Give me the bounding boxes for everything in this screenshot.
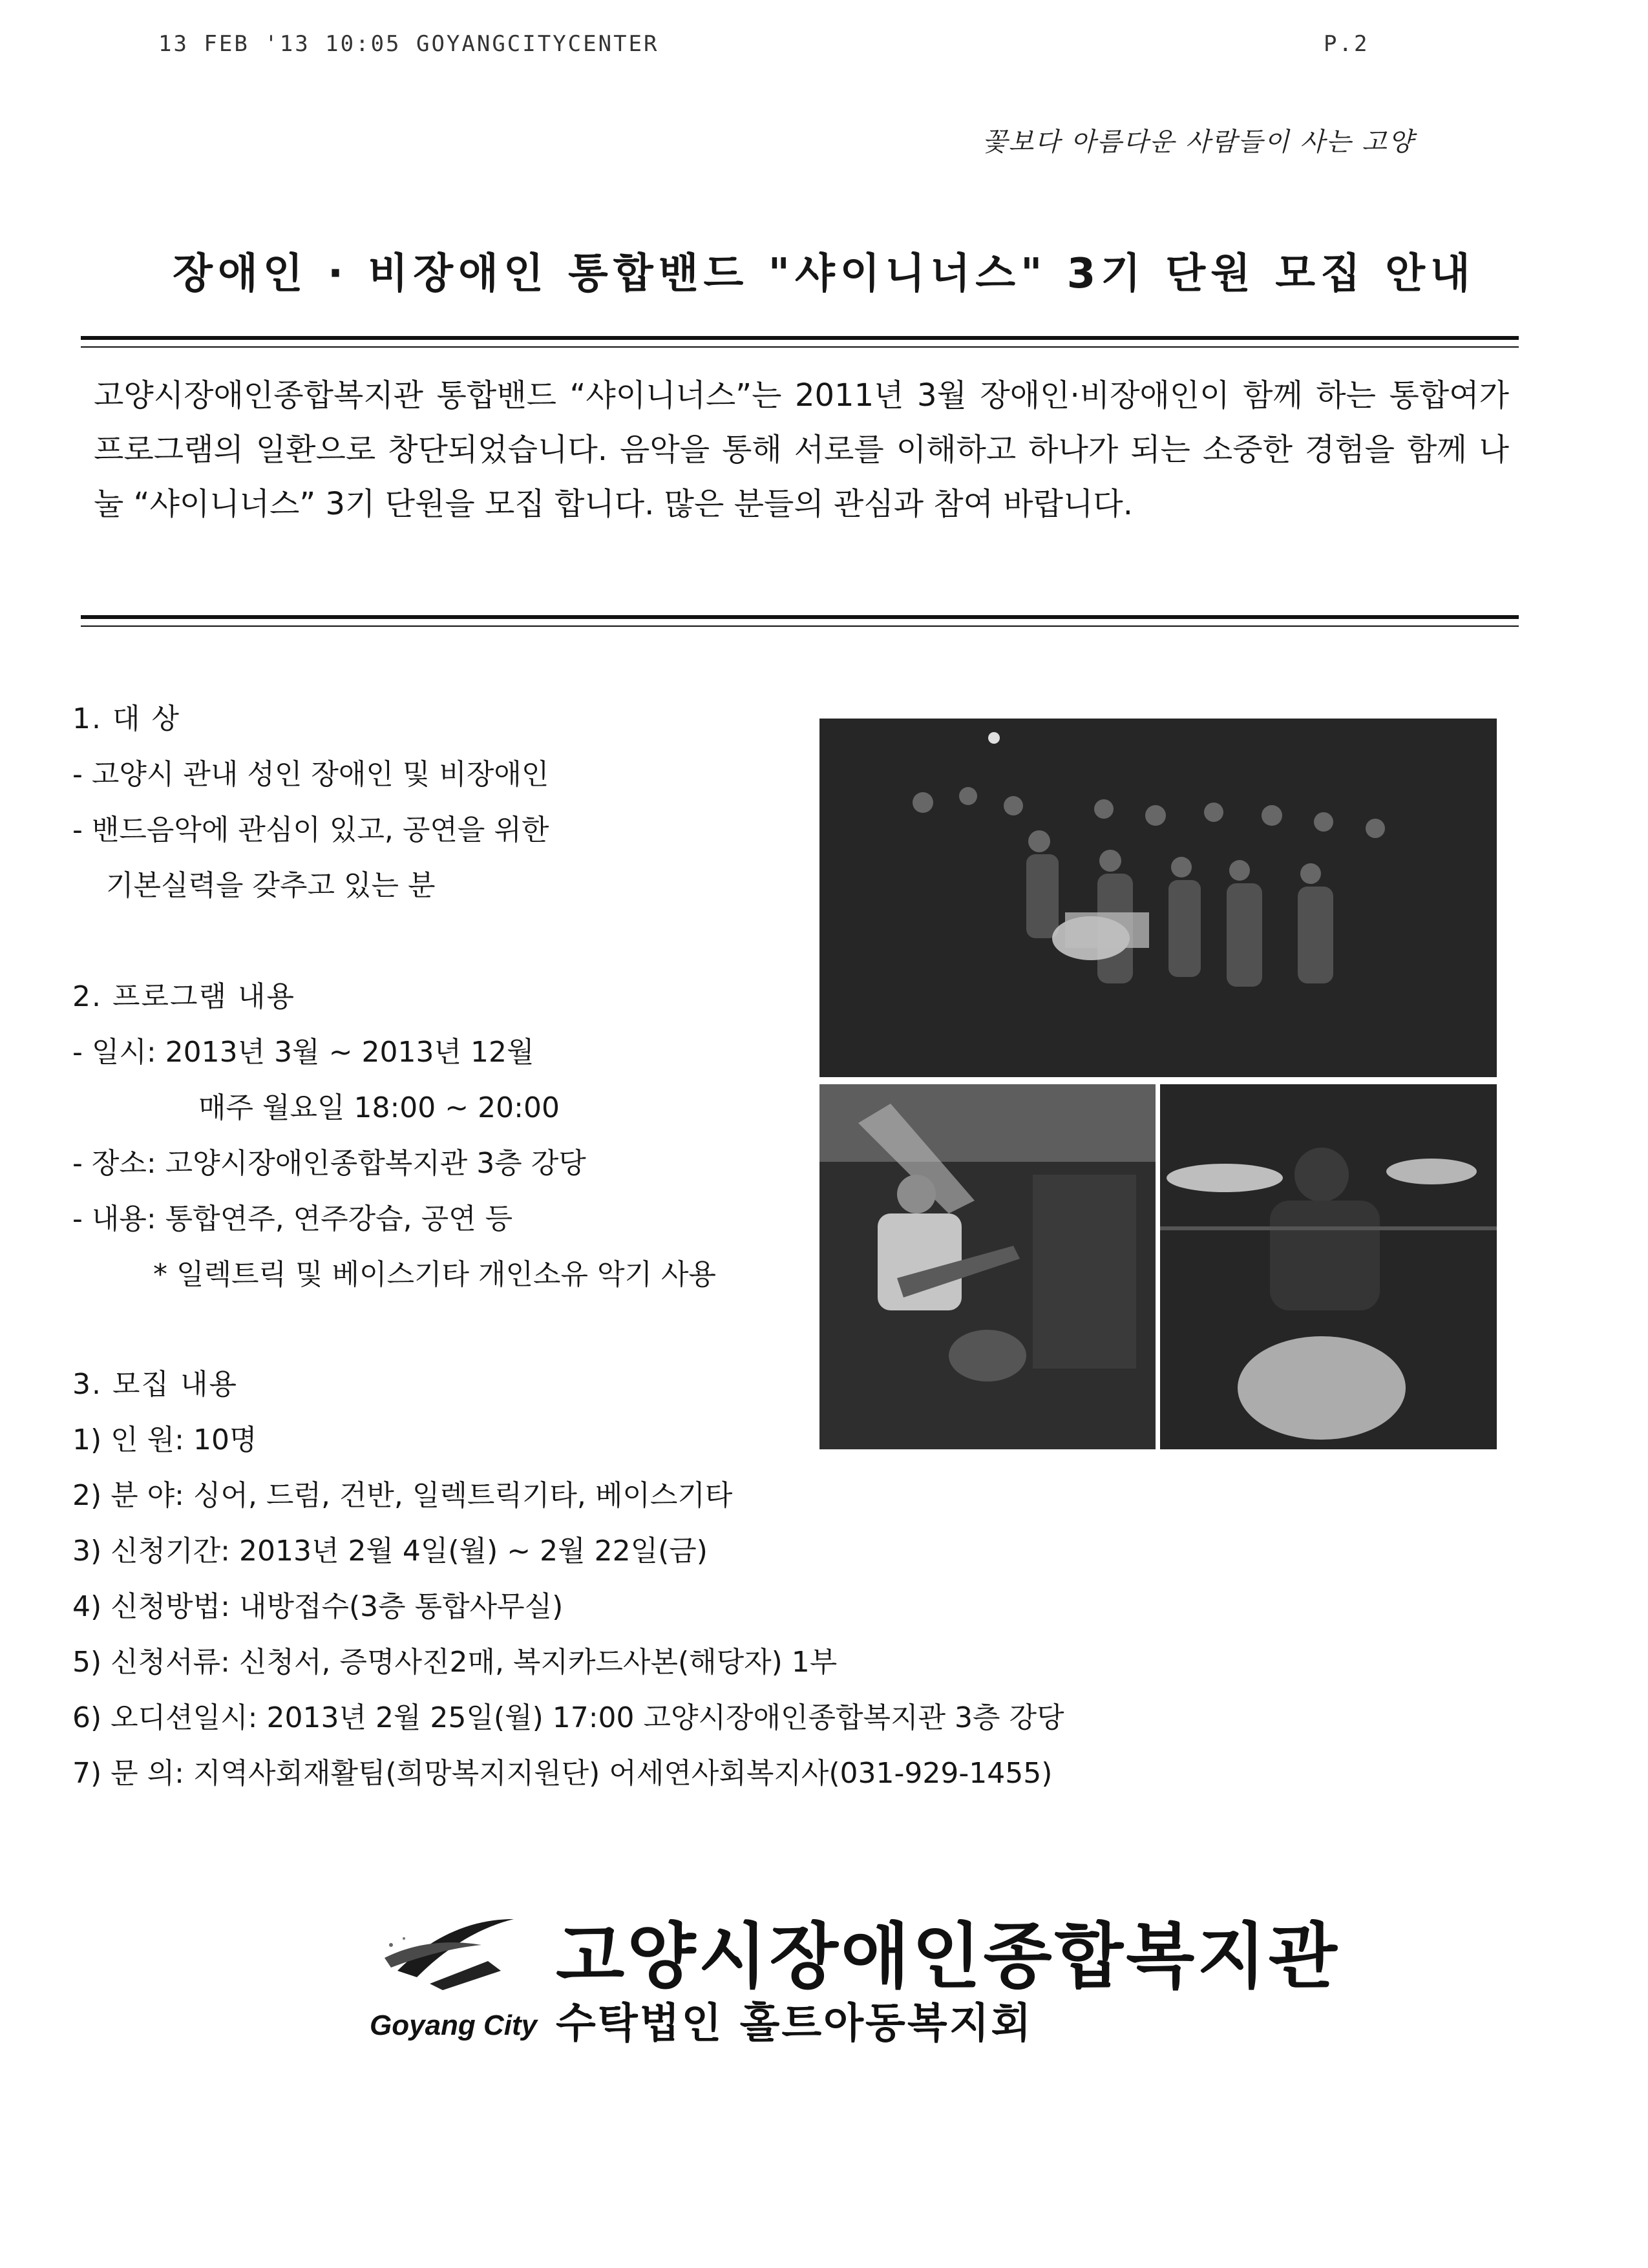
list-item: 기본실력을 갖추고 있는 분 [106,869,436,902]
org-name: 고양시장애인종합복지관 [556,1915,1340,1998]
bottom-rule-thin [81,625,1519,627]
section-program [72,969,822,1303]
top-rule-thin [81,346,1519,348]
top-rule [81,336,1519,340]
list-item: - 밴드음악에 관심이 있고, 공연을 위한 [72,814,549,846]
instrument-note: * 일렉트릭 및 베이스기타 개인소유 악기 사용 [153,1258,716,1291]
page-title: 장애인 · 비장애인 통합밴드 "샤이니너스" 3기 단원 모집 안내 [173,250,1475,298]
group-photo [819,719,1497,1077]
guitarist-photo [819,1084,1156,1449]
goyang-city-logo [372,1900,533,1997]
list-item: 2) 분 야: 싱어, 드럼, 건반, 일렉트릭기타, 베이스기타 [72,1479,733,1512]
section2-heading: 2. 프로그램 내용 [72,980,295,1013]
list-item: 7) 문 의: 지역사회재활팀(희망복지지원단) 어세연사회복지사(031-929-1455) [72,1757,1053,1790]
content-line: - 내용: 통합연주, 연주강습, 공연 등 [72,1202,513,1235]
logo-text: Goyang City [370,2010,538,2041]
schedule-line: - 일시: 2013년 3월 ~ 2013년 12월 [72,1036,534,1069]
list-item: 5) 신청서류: 신청서, 증명사진2매, 복지카드사본(해당자) 1부 [72,1646,838,1679]
drummer-photo [1160,1084,1497,1449]
list-item: 3) 신청기간: 2013년 2월 4일(월) ~ 2월 22일(금) [72,1535,708,1568]
schedule-time: 매주 월요일 18:00 ~ 20:00 [198,1091,560,1124]
section3-heading: 3. 모집 내용 [72,1368,238,1401]
section1-heading: 1. 대 상 [72,702,180,735]
intro-paragraph: 고양시장애인종합복지관 통합밴드 “샤이니너스”는 2011년 3월 장애인·비장애인이 함께 하는 통합여가프로그램의 일환으로 창단되었습니다. 음악을 통해 서로를 이해하고 하나가 되는 소중한 경험을 함께 나눌 “샤이니너스” 3기 단원을 모집 합니다. 많은 분들의 관심과 참여 바랍니다. [94,377,1509,522]
page-number: P.2 [1324,31,1369,57]
org-operator: 수탁법인 홀트아동복지회 [556,2000,1033,2048]
section-target [72,691,822,914]
list-item: 6) 오디션일시: 2013년 2월 25일(월) 17:00 고양시장애인종합복지관 3층 강당 [72,1701,1064,1734]
list-item: - 고양시 관내 성인 장애인 및 비장애인 [72,758,549,791]
place-line: - 장소: 고양시장애인종합복지관 3층 강당 [72,1147,586,1180]
city-slogan: 꽃보다 아름다운 사람들이 사는 고양 [982,127,1415,157]
list-item: 1) 인 원: 10명 [72,1423,257,1456]
bottom-rule [81,615,1519,619]
fax-header: 13 FEB '13 10:05 GOYANGCITYCENTER [158,31,659,57]
list-item: 4) 신청방법: 내방접수(3층 통합사무실) [72,1590,564,1623]
